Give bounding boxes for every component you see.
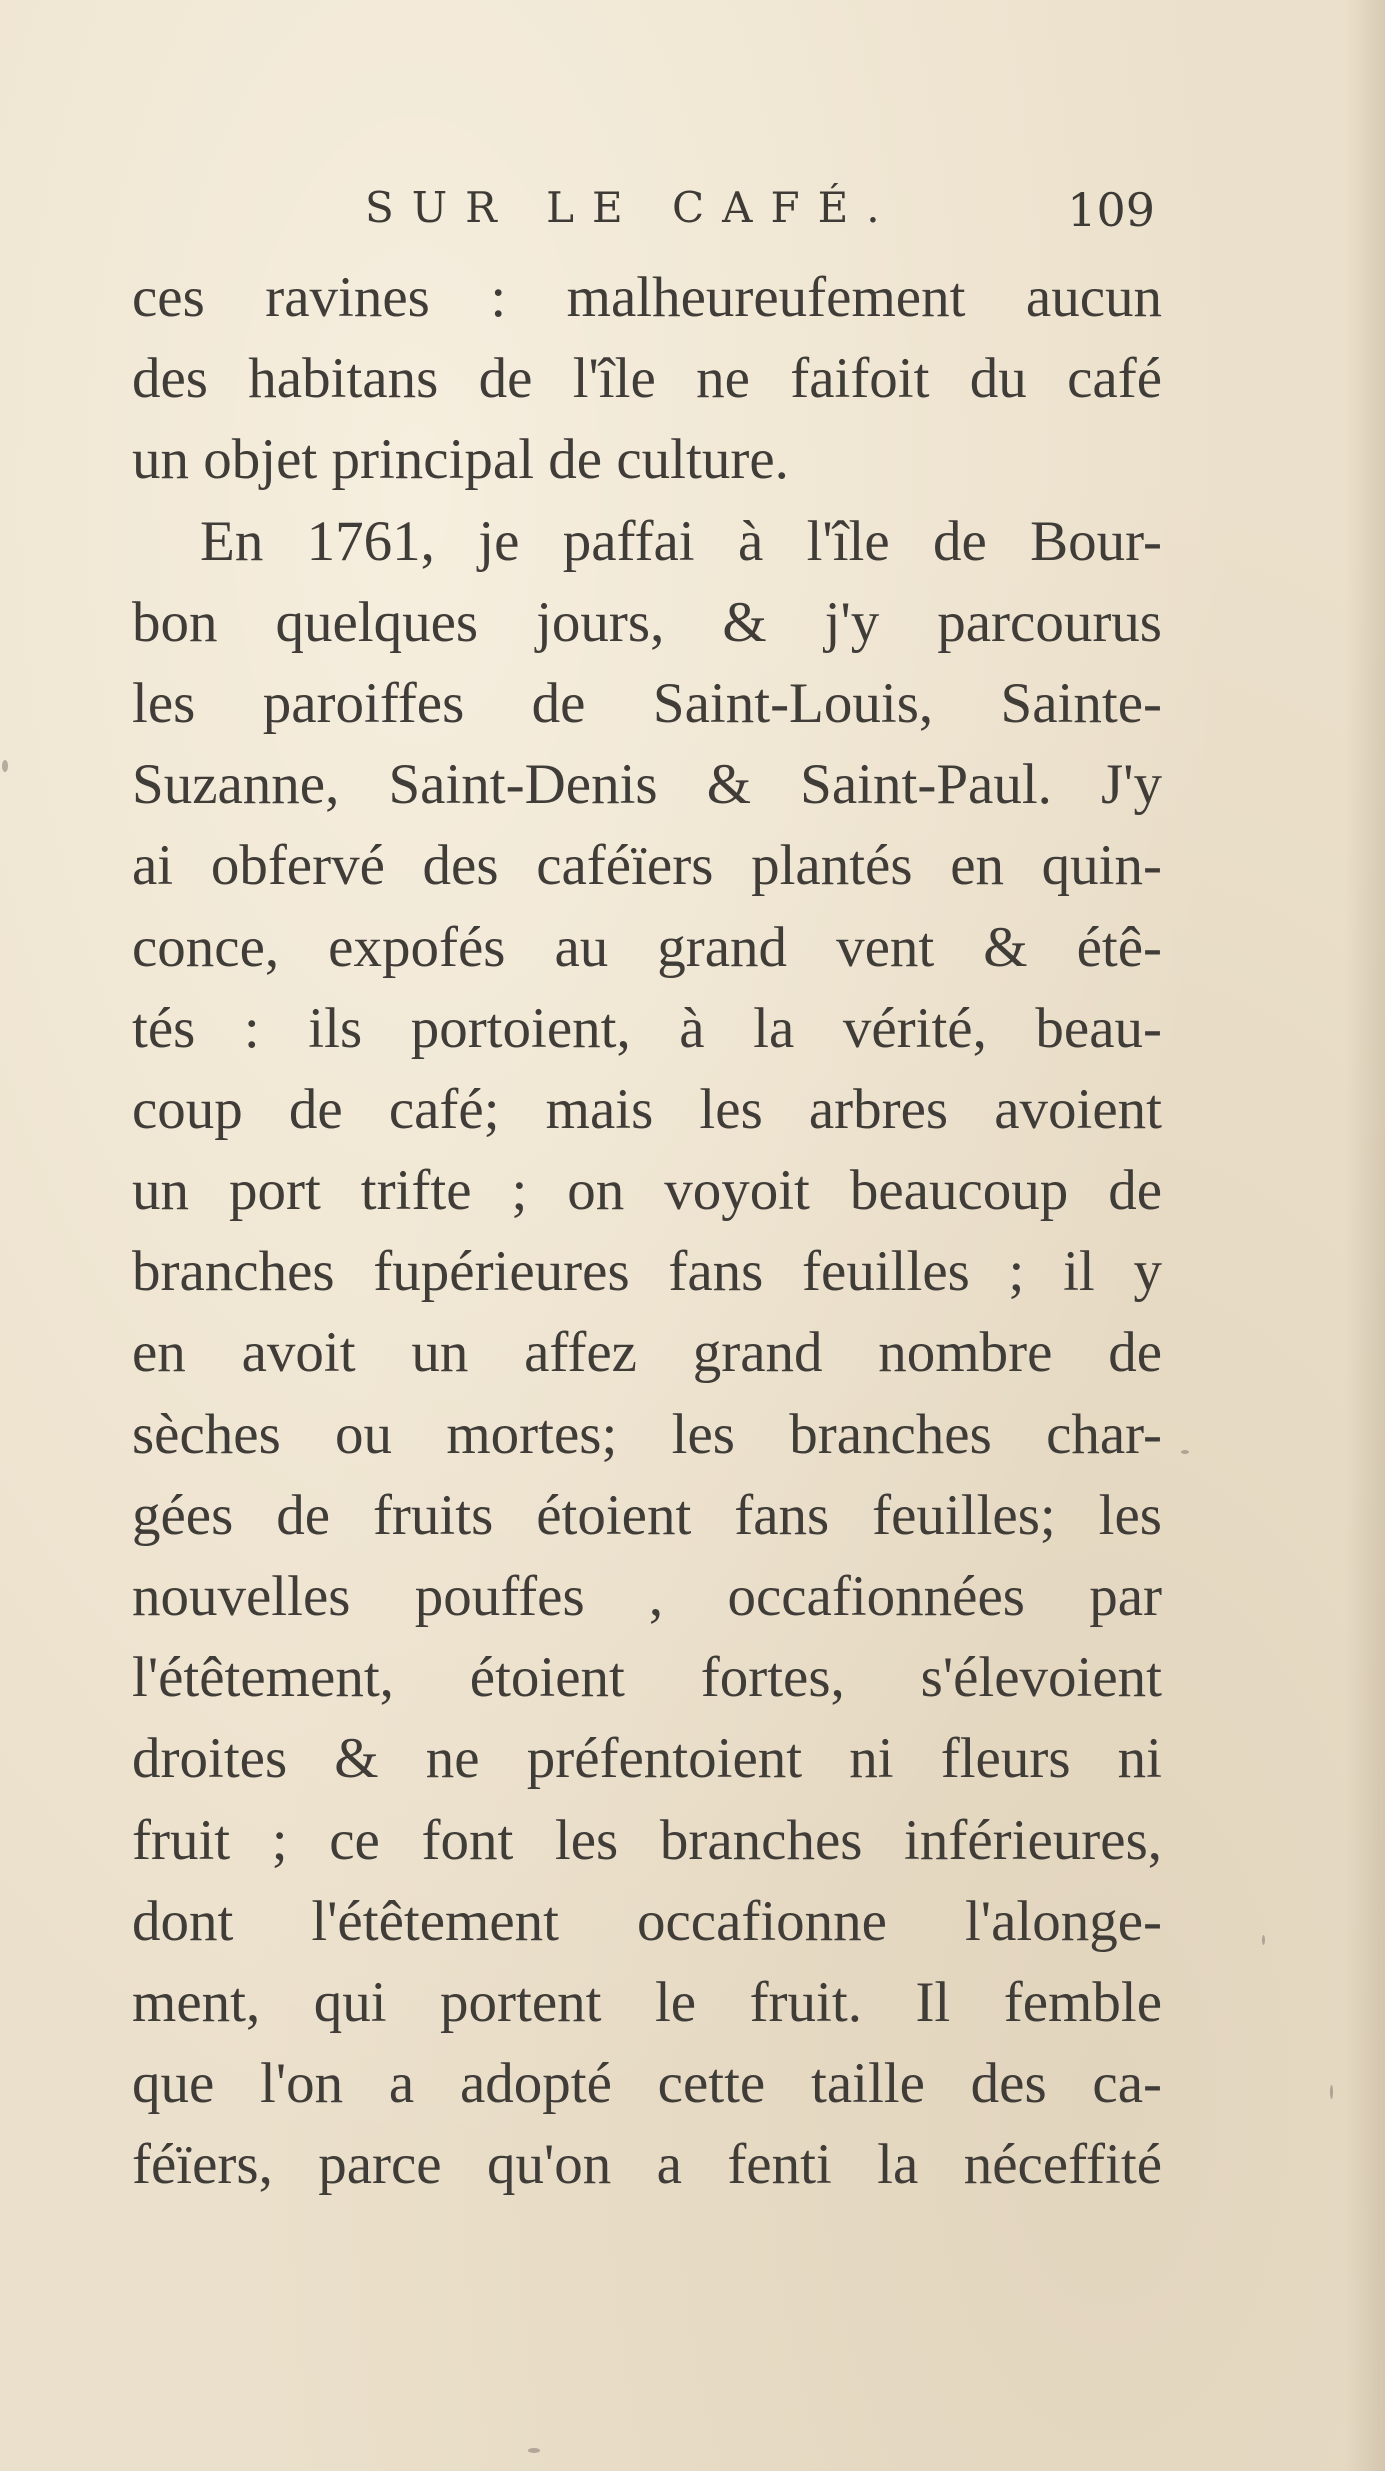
text-line: gées de fruits étoient fans feuilles; les (132, 1483, 1162, 1547)
text-line: ment, qui portent le fruit. Il femble (132, 1970, 1162, 2034)
text-line: dont l'étêtement occafionne l'alonge- (132, 1889, 1162, 1953)
text-line: Suzanne, Saint-Denis & Saint-Paul. J'y (132, 753, 1162, 817)
text-line: tés : ils portoient, à la vérité, beau- (132, 996, 1162, 1060)
text-line: un port trifte ; on voyoit beaucoup de (132, 1159, 1162, 1223)
paragraph-first-line: En 1761, je paffai à l'île de Bour- (200, 509, 1162, 573)
page-number: 109 (1067, 183, 1155, 237)
text-line: fruit ; ce font les branches inférieures, (132, 1808, 1162, 1872)
paper-speck (1262, 1935, 1265, 1945)
text-line: féïers, parce qu'on a fenti la néceffité (132, 2133, 1162, 2197)
body-text (132, 257, 1162, 2206)
text-line: l'étêtement, étoient fortes, s'élevoient (132, 1646, 1162, 1710)
text-line: sèches ou mortes; les branches char- (132, 1402, 1162, 1466)
paper-speck (2, 760, 8, 772)
text-line: droites & ne préfentoient ni fleurs ni (132, 1727, 1162, 1791)
text-line: que l'on a adopté cette taille des ca- (132, 2052, 1162, 2116)
text-line: branches fupérieures fans feuilles ; il y (132, 1240, 1162, 1304)
text-line: les paroiffes de Saint-Louis, Sainte- (132, 671, 1162, 735)
text-line: nouvelles pouffes , occafionnées par (132, 1565, 1162, 1628)
paper-speck (1330, 2085, 1333, 2099)
text-line: conce, expofés au grand vent & étê- (132, 915, 1162, 979)
page-edge-shadow (1345, 0, 1385, 2471)
paper-speck (528, 2448, 540, 2453)
text-line: ces ravines : malheureufement aucun (132, 266, 1162, 329)
text-line: un objet principal de culture. (132, 428, 789, 492)
text-line: coup de café; mais les arbres avoient (132, 1077, 1162, 1141)
paper-speck (1181, 1450, 1189, 1454)
running-title: SUR LE CAFÉ. (365, 183, 898, 232)
text-line: ai obfervé des caféïers plantés en quin- (132, 834, 1162, 898)
text-line: des habitans de l'île ne faifoit du café (132, 347, 1162, 411)
running-header (365, 183, 1155, 243)
text-line: bon quelques jours, & j'y parcourus (132, 590, 1162, 654)
text-line: en avoit un affez grand nombre de (132, 1321, 1162, 1385)
